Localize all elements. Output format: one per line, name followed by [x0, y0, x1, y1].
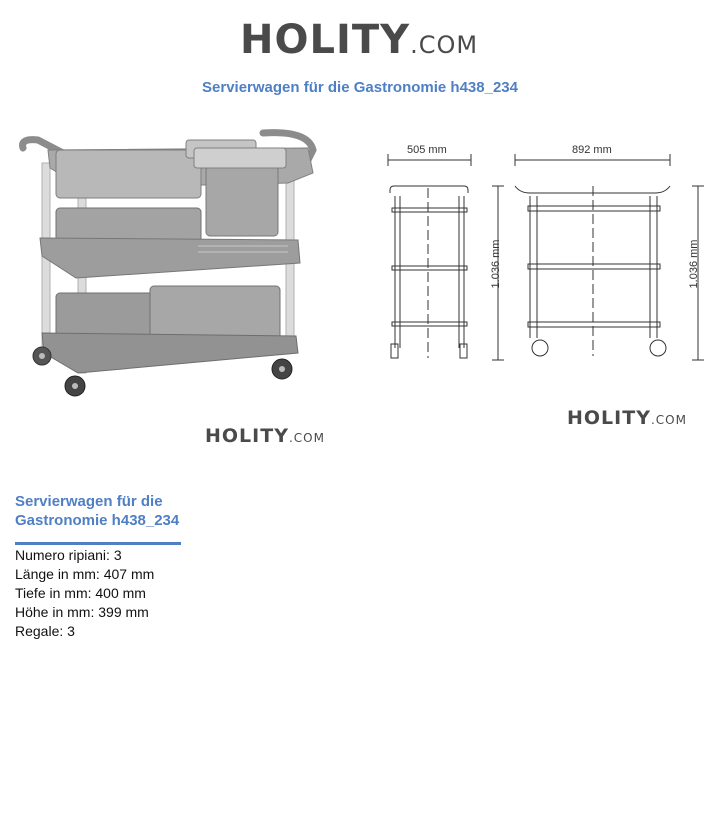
spec-item: Tiefe in mm: 400 mm [15, 585, 146, 601]
photo-watermark-text: HOLITY [205, 425, 289, 447]
page-subtitle: Servierwagen für die Gastronomie h438_234 [202, 79, 518, 96]
length-dimension-label: 892 mm [572, 144, 612, 156]
title-underline [15, 542, 181, 545]
spec-list [15, 546, 154, 641]
technical-drawing [380, 138, 710, 370]
spec-item: Länge in mm: 407 mm [15, 566, 155, 582]
drawing-watermark-text: HOLITY [567, 407, 651, 429]
photo-watermark [205, 425, 325, 449]
spec-item: Numero ripiani: 3 [15, 547, 122, 563]
photo-watermark-suffix: .COM [288, 431, 325, 445]
header-logo[interactable] [240, 18, 478, 67]
header-logo-text: HOLITY [240, 17, 411, 63]
drawing-watermark-suffix: .COM [650, 413, 687, 427]
spec-item: Regale: 3 [15, 623, 75, 639]
width-dimension-label: 505 mm [407, 144, 447, 156]
product-title: Servierwagen für die Gastronomie h438_234 [15, 493, 180, 529]
drawing-watermark [567, 407, 687, 431]
header-logo-suffix: .COM [410, 31, 479, 59]
spec-item: Höhe in mm: 399 mm [15, 604, 149, 620]
height-dimension-label-left: 1.036 mm [490, 239, 502, 289]
product-photo [18, 128, 323, 403]
height-dimension-label-right: 1.036 mm [688, 239, 700, 289]
